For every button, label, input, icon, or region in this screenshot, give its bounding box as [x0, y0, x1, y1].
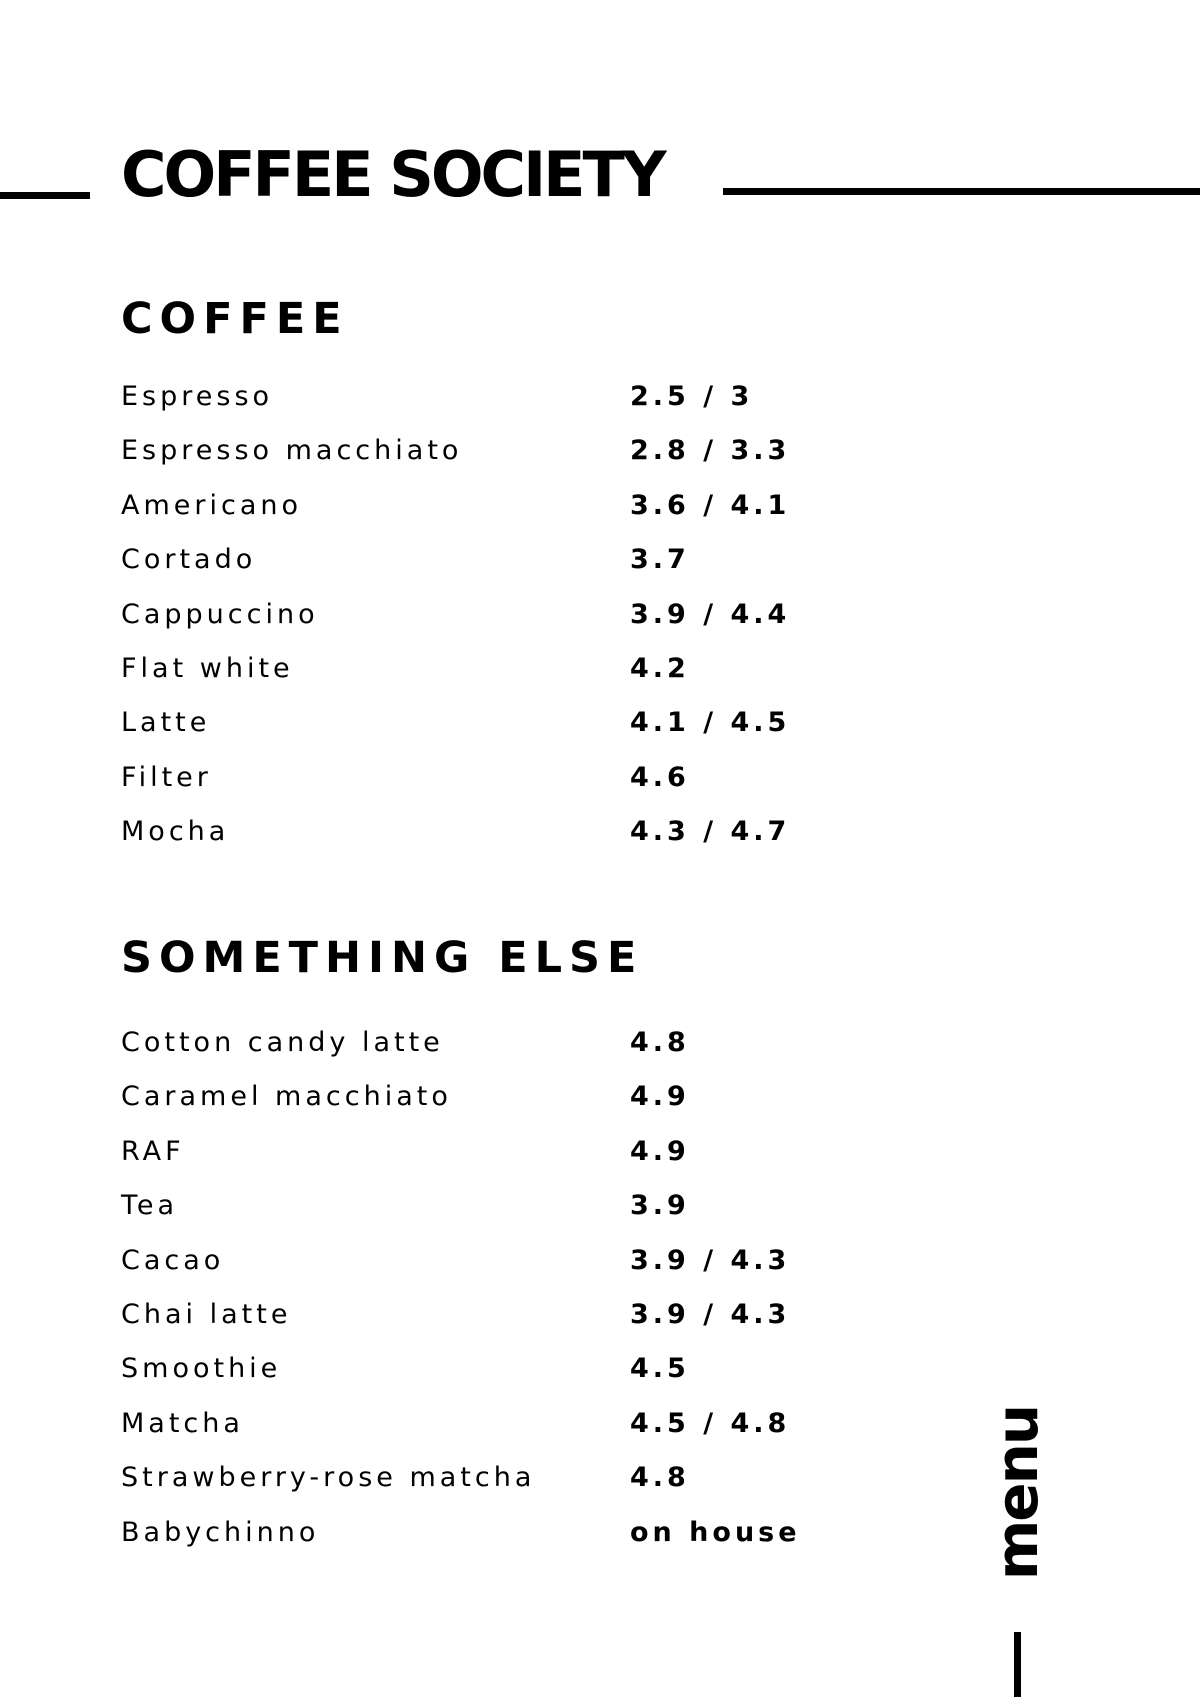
menu-item: [0, 1404, 900, 1458]
menu-item: [0, 1132, 900, 1186]
menu-item: [0, 595, 900, 649]
item-name: Smoothie: [121, 1353, 282, 1385]
item-price: 3.7: [630, 544, 690, 576]
item-price: 2.5 / 3: [630, 381, 754, 412]
item-name: Chai latte: [121, 1298, 292, 1330]
item-price: 4.8: [630, 1027, 690, 1058]
menu-item: [0, 431, 900, 485]
menu-item: [0, 1023, 900, 1077]
menu-item: [0, 540, 900, 594]
item-name: Strawberry-rose matcha: [121, 1462, 536, 1494]
item-price: 4.2: [630, 652, 690, 684]
item-price: 4.5 / 4.8: [630, 1407, 791, 1439]
item-price: 4.9: [630, 1135, 690, 1167]
side-vertical-rule: [1014, 1632, 1021, 1697]
item-price: 3.6 / 4.1: [630, 489, 791, 521]
menu-item: [0, 703, 900, 757]
item-price: 4.6: [630, 761, 690, 793]
item-name: Americano: [121, 489, 303, 521]
menu-item: [0, 649, 900, 703]
title-rule-left: [0, 192, 90, 199]
item-price: 2.8 / 3.3: [630, 435, 791, 467]
menu-title: COFFEE SOCIETY: [121, 138, 664, 211]
menu-item: [0, 758, 900, 812]
item-price: 4.9: [630, 1081, 690, 1113]
item-name: Matcha: [121, 1407, 244, 1439]
title-rule-right: [723, 188, 1200, 195]
item-name: Espresso macchiato: [121, 435, 463, 467]
menu-item: [0, 1186, 900, 1240]
item-name: Mocha: [121, 816, 230, 848]
menu-item: [0, 1077, 900, 1131]
item-name: Cotton candy latte: [121, 1027, 444, 1058]
coffee-list: [0, 377, 900, 867]
menu-item: [0, 1513, 900, 1567]
item-name: Flat white: [121, 652, 294, 684]
section-heading-something-else: SOMETHING ELSE: [121, 933, 644, 983]
item-price: 4.3 / 4.7: [630, 816, 791, 848]
menu-item: [0, 1458, 900, 1512]
item-name: Filter: [121, 761, 212, 793]
section-heading-coffee: COFFEE: [121, 294, 349, 344]
item-price: 3.9 / 4.4: [630, 598, 791, 630]
menu-item: [0, 377, 900, 431]
item-name: Cappuccino: [121, 598, 319, 630]
item-price: on house: [630, 1516, 801, 1548]
menu-item: [0, 1349, 900, 1403]
menu-item: [0, 486, 900, 540]
item-name: Cacao: [121, 1244, 225, 1276]
item-name: Espresso: [121, 381, 274, 412]
item-name: Latte: [121, 707, 211, 739]
item-price: 3.9 / 4.3: [630, 1298, 791, 1330]
item-name: Cortado: [121, 544, 257, 576]
side-menu-label: menu: [983, 1405, 1051, 1581]
item-name: RAF: [121, 1135, 185, 1167]
item-name: Tea: [121, 1190, 179, 1222]
item-name: Babychinno: [121, 1516, 320, 1548]
menu-item: [0, 812, 900, 866]
item-name: Caramel macchiato: [121, 1081, 452, 1113]
menu-item: [0, 1241, 900, 1295]
item-price: 4.8: [630, 1462, 690, 1494]
something-else-list: [0, 1023, 900, 1567]
item-price: 3.9: [630, 1190, 690, 1222]
item-price: 4.5: [630, 1353, 690, 1385]
menu-item: [0, 1295, 900, 1349]
item-price: 4.1 / 4.5: [630, 707, 791, 739]
item-price: 3.9 / 4.3: [630, 1244, 791, 1276]
